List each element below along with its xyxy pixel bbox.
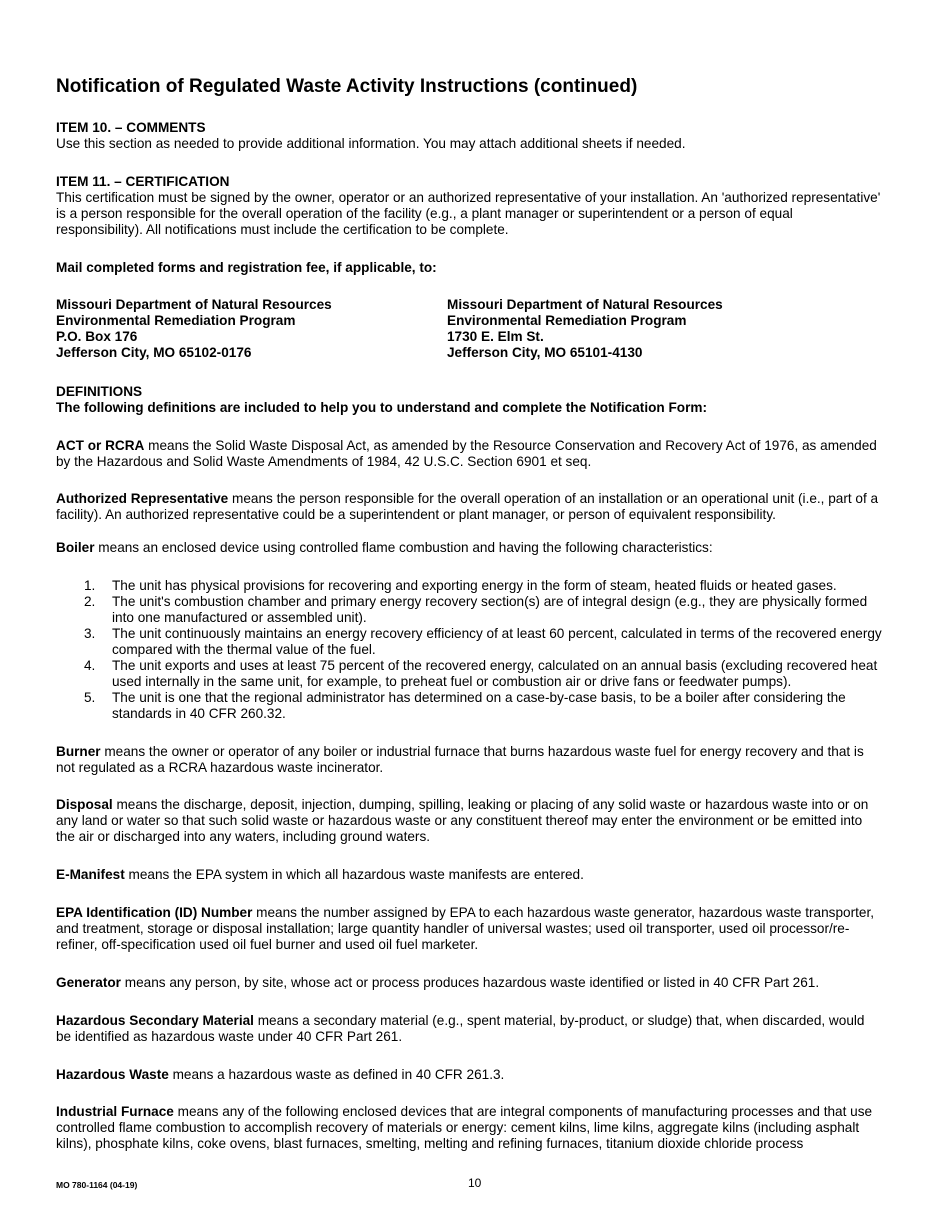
page-title: Notification of Regulated Waste Activity Instructions (continued) [56,76,638,97]
item11-heading: ITEM 11. – CERTIFICATION [56,174,230,189]
page-number: 10 [468,1176,482,1190]
term: Industrial Furnace [56,1104,174,1119]
list-text: The unit is one that the regional administrator has determined on a case-by-case basis, to be a boiler after considering the standards in 40 CFR 260.32. [112,690,846,721]
definition-hazardous-secondary-material [56,1013,882,1045]
term: Hazardous Waste [56,1067,169,1082]
mail-address-2 [447,297,877,361]
list-text: The unit exports and uses at least 75 percent of the recovered energy, calculated on an annual basis (excluding recovered heat used internally in the same unit, for example, to preheat fuel or combustion air or drive fans or feedwater pumps). [112,658,878,689]
address-line: Missouri Department of Natural Resources [56,297,332,312]
definition-e-manifest [56,867,882,883]
list-item [56,594,882,626]
list-text: The unit continuously maintains an energy recovery efficiency of at least 60 percent, calculated in terms of the recovered energy compared with the thermal value of the fuel. [112,626,882,657]
term-text: means the discharge, deposit, injection, dumping, spilling, leaking or placing of any solid waste or hazardous waste into or on any land or water so that such solid waste or hazardous waste or any constituent thereof may enter the environment or be emitted into the air or discharged into any waters, including ground waters. [56,797,869,844]
term: Authorized Representative [56,491,229,506]
term: Hazardous Secondary Material [56,1013,254,1028]
term-text: means the person responsible for the overall operation of an installation or an operational unit (i.e., part of a facility). An authorized representative could be a superintendent or plant manager, or person of equivalent responsibility. [56,491,879,522]
item10-section [56,120,882,152]
list-number: 5. [84,690,96,705]
item11-text: This certification must be signed by the owner, operator or an authorized representative of your installation. An 'authorized representative' is a person responsible for the overall operation of the facility (e.g., a plant manager or superintendent or a person of equal responsibility). All notifications must include the certification to be complete. [56,190,881,237]
item10-text: Use this section as needed to provide additional information. You may attach additional sheets if needed. [56,136,686,151]
definition-boiler [56,540,882,556]
list-number: 2. [84,594,96,609]
term-text: means a hazardous waste as defined in 40 CFR 261.3. [168,1067,505,1082]
definitions-header [56,384,882,416]
term: E-Manifest [56,867,125,882]
term-text: means the number assigned by EPA to each hazardous waste generator, hazardous waste transporter, and treatment, storage or disposal installation; large quantity handler of universal wastes; used oil transporter, used oil processor/re-refiner, off-specification used oil fuel burner and used oil fuel marketer. [56,905,875,952]
definition-act [56,438,882,470]
term: EPA Identification (ID) Number [56,905,253,920]
address-line: Jefferson City, MO 65102-0176 [56,345,252,360]
definitions-heading: DEFINITIONS [56,384,143,399]
form-number: MO 780-1164 (04-19) [56,1180,138,1190]
term-text: means any person, by site, whose act or process produces hazardous waste identified or listed in 40 CFR Part 261. [120,975,820,990]
list-text: The unit has physical provisions for recovering and exporting energy in the form of steam, heated fluids or heated gases. [112,578,837,593]
term: Disposal [56,797,113,812]
definition-epa-id-number [56,905,882,953]
mail-heading: Mail completed forms and registration fee, if applicable, to: [56,260,437,275]
definition-industrial-furnace [56,1104,882,1152]
definition-burner [56,744,882,776]
item10-heading: ITEM 10. – COMMENTS [56,120,206,135]
list-number: 3. [84,626,96,641]
term-text: means a secondary material (e.g., spent material, by-product, or sludge) that, when discarded, would be identified as hazardous waste under 40 CFR Part 261. [56,1013,865,1044]
term-text: means the Solid Waste Disposal Act, as amended by the Resource Conservation and Recovery Act of 1976, as amended by the Hazardous and Solid Waste Amendments of 1984, 42 U.S.C. Section 6901 et seq. [56,438,877,469]
list-number: 1. [84,578,96,593]
definition-disposal [56,797,882,845]
list-item [56,658,882,690]
address-line: P.O. Box 176 [56,329,138,344]
definitions-intro: The following definitions are included to help you to understand and complete the Notification Form: [56,400,707,415]
item11-section [56,174,882,238]
boiler-characteristics-list [56,578,882,722]
term: Generator [56,975,121,990]
term-text: means any of the following enclosed devices that are integral components of manufacturing processes and that use controlled flame combustion to accomplish recovery of materials or energy: cement kilns, lime kilns, aggregate kilns (including asphalt kilns), phosphate kilns, coke ovens, blast furnaces, smelting, melting and refining furnaces, titanium dioxide chloride process [56,1104,873,1151]
list-item [56,626,882,658]
address-line: 1730 E. Elm St. [447,329,544,344]
address-line: Environmental Remediation Program [56,313,296,328]
definition-generator [56,975,882,991]
term: Burner [56,744,101,759]
term-text: means an enclosed device using controlled flame combustion and having the following characteristics: [94,540,713,555]
mail-address-1 [56,297,436,361]
definition-authorized-representative [56,491,882,523]
definition-hazardous-waste [56,1067,882,1083]
list-item [56,690,882,722]
term-text: means the owner or operator of any boiler or industrial furnace that burns hazardous waste fuel for energy recovery and that is not regulated as a RCRA hazardous waste incinerator. [56,744,864,775]
list-text: The unit's combustion chamber and primary energy recovery section(s) are of integral design (e.g., they are physically formed into one manufactured or assembled unit). [112,594,868,625]
list-item [56,578,882,594]
address-line: Environmental Remediation Program [447,313,687,328]
term: Boiler [56,540,95,555]
term: ACT or RCRA [56,438,145,453]
address-line: Jefferson City, MO 65101-4130 [447,345,643,360]
list-number: 4. [84,658,96,673]
address-line: Missouri Department of Natural Resources [447,297,723,312]
term-text: means the EPA system in which all hazardous waste manifests are entered. [124,867,584,882]
